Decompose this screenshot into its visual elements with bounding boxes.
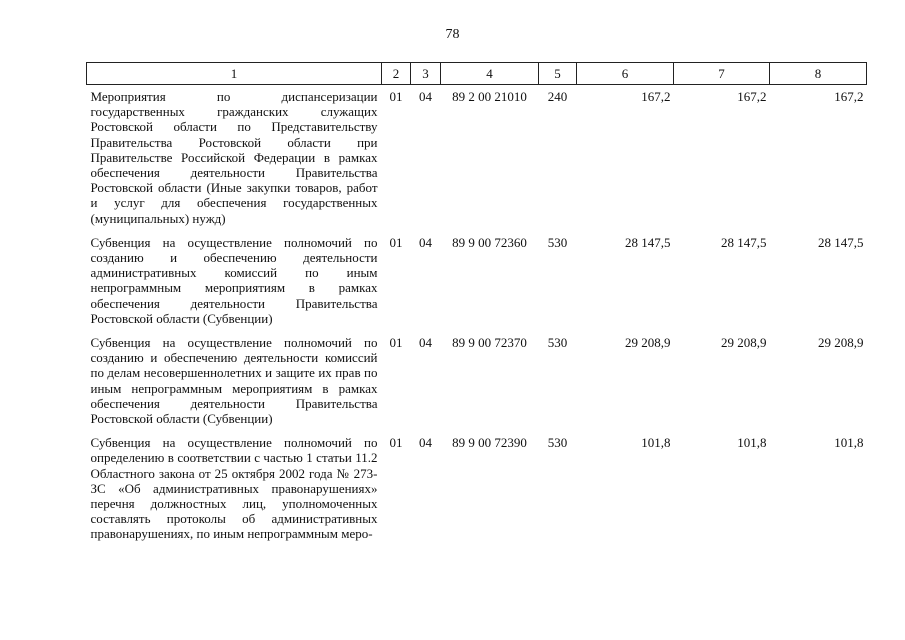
table-row	[87, 331, 867, 431]
row-description: Мероприятия по диспансеризации государственных гражданских служащих Ростовской области по Представительству Правительства Ростовской области при Правительстве Российской Федерации в рамках обеспечения деятельности Правительства Ростовской области (Иные закупки товаров, работ и услуг для обеспечения государственных (муниципальных) нужд)	[90, 89, 378, 226]
page-number: 78	[445, 27, 460, 42]
target-article-code: 89 9 00 72390	[452, 435, 527, 451]
section-code: 01	[389, 234, 403, 250]
budget-table	[86, 62, 867, 547]
expense-type-code: 530	[547, 234, 568, 250]
subsection-code: 04	[419, 234, 432, 250]
amount-col-7: 101,8	[737, 435, 767, 451]
section-code: 01	[389, 335, 403, 351]
subsection-code: 04	[419, 335, 432, 351]
column-header: 5	[539, 63, 577, 85]
row-description: Субвенция на осуществление полномочий по определению в соответствии с частью 1 статьи 11.2 Областного закона от 25 октября 2002 года № 273-ЗС «Об административных правонарушениях» перечня должностных лиц, уполномоченных составлять протоколы об административных правонарушениях, по иным непрограммным меро-	[90, 435, 378, 542]
subsection-code: 04	[419, 435, 432, 451]
table-row	[87, 431, 867, 546]
column-header: 8	[770, 63, 867, 85]
column-header: 1	[87, 63, 382, 85]
amount-col-6: 101,8	[641, 435, 671, 451]
column-header: 4	[441, 63, 539, 85]
target-article-code: 89 9 00 72370	[452, 335, 527, 351]
row-description: Субвенция на осуществление полномочий по созданию и обеспечению деятельности административных комиссий по иным непрограммным мероприятиям в рамках обеспечения деятельности Правительства Ростовской области (Субвенции)	[90, 234, 378, 326]
amount-col-6: 167,2	[641, 89, 671, 104]
expense-type-code: 530	[547, 435, 568, 451]
table-header-row	[87, 63, 867, 85]
section-code: 01	[389, 89, 403, 104]
amount-col-8: 101,8	[834, 435, 864, 451]
amount-col-7: 167,2	[737, 89, 767, 104]
expense-type-code: 530	[547, 335, 568, 351]
column-header: 3	[411, 63, 441, 85]
amount-col-8: 28 147,5	[818, 234, 864, 250]
amount-col-7: 29 208,9	[721, 335, 767, 351]
amount-col-6: 28 147,5	[625, 234, 671, 250]
section-code: 01	[389, 435, 403, 451]
target-article-code: 89 9 00 72360	[452, 234, 527, 250]
column-header: 2	[382, 63, 411, 85]
table-row	[87, 231, 867, 331]
amount-col-7: 28 147,5	[721, 234, 767, 250]
subsection-code: 04	[419, 89, 432, 104]
amount-col-6: 29 208,9	[625, 335, 671, 351]
column-header: 6	[577, 63, 674, 85]
expense-type-code: 240	[547, 89, 568, 104]
target-article-code: 89 2 00 21010	[452, 89, 527, 104]
column-header: 7	[674, 63, 770, 85]
table-row	[87, 85, 867, 231]
amount-col-8: 167,2	[834, 89, 864, 104]
row-description: Субвенция на осуществление полномочий по созданию и обеспечению деятельности комиссий по делам несовершеннолетних и защите их прав по иным непрограммным мероприятиям в рамках обеспечения деятельности Правительства Ростовской области (Субвенции)	[90, 335, 378, 427]
amount-col-8: 29 208,9	[818, 335, 864, 351]
